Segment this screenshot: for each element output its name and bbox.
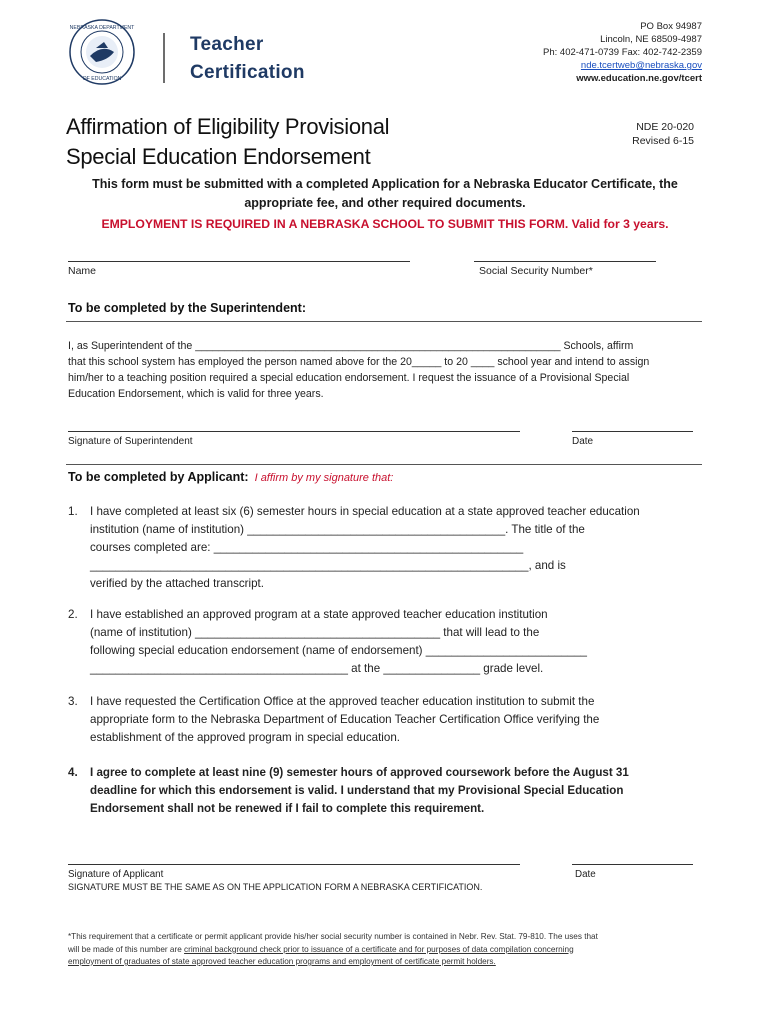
svg-text:OF EDUCATION: OF EDUCATION — [82, 76, 122, 82]
item-number: 2. — [68, 608, 78, 621]
contact-block — [543, 20, 702, 85]
city-address: Lincoln, NE 68509-4987 — [600, 34, 702, 45]
form-number: NDE 20-020 — [636, 121, 694, 133]
form-number-block — [632, 120, 694, 148]
affirm-note: I affirm by my signature that: — [254, 472, 394, 484]
affirmation-item-3 — [68, 693, 704, 747]
statement-line: I, as Superintendent of the ______________________________________________________________ Schools, affirm — [68, 340, 634, 352]
superintendent-signature-line[interactable] — [68, 431, 520, 432]
item-line: courses completed are: ________________________________________________ — [90, 541, 524, 554]
footnote-text: will be made of this number are — [68, 944, 185, 954]
item-line: Endorsement shall not be renewed if I fail to complete this requirement. — [90, 802, 485, 815]
item-line: appropriate form to the Nebraska Department of Education Teacher Certification Office verifying the — [90, 713, 600, 726]
ssn-field-line[interactable] — [474, 261, 656, 262]
website-link[interactable]: www.education.ne.gov/tcert — [576, 73, 702, 84]
header-divider — [163, 33, 165, 83]
item-line: I agree to complete at least nine (9) semester hours of approved coursework before the August 31 — [90, 766, 629, 779]
item-line: ________________________________________ at the _______________ grade level. — [90, 662, 544, 675]
ssn-footnote — [68, 931, 704, 969]
footnote-line — [68, 944, 704, 957]
superintendent-date-line[interactable] — [572, 431, 693, 432]
item-line: I have established an approved program at a state approved teacher education institution — [90, 608, 548, 621]
section-rule — [66, 464, 702, 465]
section-rule — [66, 321, 702, 322]
statement-line: Education Endorsement, which is valid for three years. — [68, 388, 324, 400]
applicant-heading — [68, 470, 393, 484]
applicant-heading-text: To be completed by Applicant: — [68, 470, 249, 484]
notice-line2: appropriate fee, and other required documents. — [244, 196, 526, 210]
superintendent-statement — [68, 338, 704, 402]
notice-line1: This form must be submitted with a completed Application for a Nebraska Educator Certificate, the — [92, 177, 678, 191]
item-line: institution (name of institution) ________________________________________. The title of the — [90, 523, 585, 536]
form-title-line1: Affirmation of Eligibility Provisional — [66, 114, 390, 139]
name-field-line[interactable] — [68, 261, 410, 262]
statement-line: him/her to a teaching position required a special education endorsement. I request the issuance of a Provisional Special — [68, 372, 630, 384]
item-line: (name of institution) ______________________________________ that will lead to the — [90, 626, 540, 639]
signature-note: SIGNATURE MUST BE THE SAME AS ON THE APPLICATION FORM A NEBRASKA CERTIFICATION. — [68, 882, 483, 892]
revised-date: Revised 6-15 — [632, 135, 694, 147]
applicant-date-line[interactable] — [572, 864, 693, 865]
email-link[interactable]: nde.tcertweb@nebraska.gov — [580, 60, 702, 71]
item-line: I have requested the Certification Office at the approved teacher education institution to submit the — [90, 695, 595, 708]
unit-name-line2: Certification — [190, 62, 305, 83]
form-title-line2: Special Education Endorsement — [66, 144, 371, 169]
name-label: Name — [68, 265, 97, 277]
item-line: verified by the attached transcript. — [90, 577, 264, 590]
employment-requirement: EMPLOYMENT IS REQUIRED IN A NEBRASKA SCHOOL TO SUBMIT THIS FORM. Valid for 3 years. — [101, 217, 669, 231]
svg-text:NEBRASKA DEPARTMENT: NEBRASKA DEPARTMENT — [69, 25, 135, 31]
item-line: ____________________________________________________________________, and is — [90, 559, 566, 572]
item-number: 1. — [68, 505, 78, 518]
po-box: PO Box 94987 — [640, 21, 702, 32]
item-number: 4. — [68, 766, 78, 779]
superintendent-signature-label: Signature of Superintendent — [68, 436, 193, 447]
phone-fax: Ph: 402-471-0739 Fax: 402-742-2359 — [543, 47, 702, 58]
nde-seal-logo — [68, 18, 136, 86]
footnote-underlined: criminal background check prior to issuance of a certificate and for purposes of data compilation concerning — [184, 944, 574, 954]
applicant-signature-label: Signature of Applicant — [68, 869, 164, 880]
item-line: following special education endorsement (name of endorsement) _________________________ — [90, 644, 587, 657]
superintendent-heading: To be completed by the Superintendent: — [68, 301, 306, 315]
unit-name-line1: Teacher — [190, 34, 264, 55]
applicant-signature-line[interactable] — [68, 864, 520, 865]
ssn-label: Social Security Number* — [479, 265, 593, 277]
superintendent-date-label: Date — [572, 436, 594, 447]
item-line: I have completed at least six (6) semester hours in special education at a state approved teacher education — [90, 505, 640, 518]
affirmation-item-4 — [68, 764, 704, 818]
applicant-date-label: Date — [575, 869, 596, 880]
item-number: 3. — [68, 695, 78, 708]
affirmation-item-2 — [68, 606, 704, 678]
footnote-line: *This requirement that a certificate or permit applicant provide his/her social security number is contained in Nebr. Rev. Stat. 79-810. The uses that — [68, 932, 598, 941]
item-line: establishment of the approved program in special education. — [90, 731, 400, 744]
item-line: deadline for which this endorsement is valid. I understand that my Provisional Special Education — [90, 784, 624, 797]
footnote-line: employment of graduates of state approved teacher education programs and employment of certificate permit holders. — [68, 957, 496, 966]
affirmation-item-1 — [68, 503, 704, 593]
statement-line: that this school system has employed the person named above for the 20_____ to 20 ____ school year and intend to assign — [68, 356, 650, 368]
